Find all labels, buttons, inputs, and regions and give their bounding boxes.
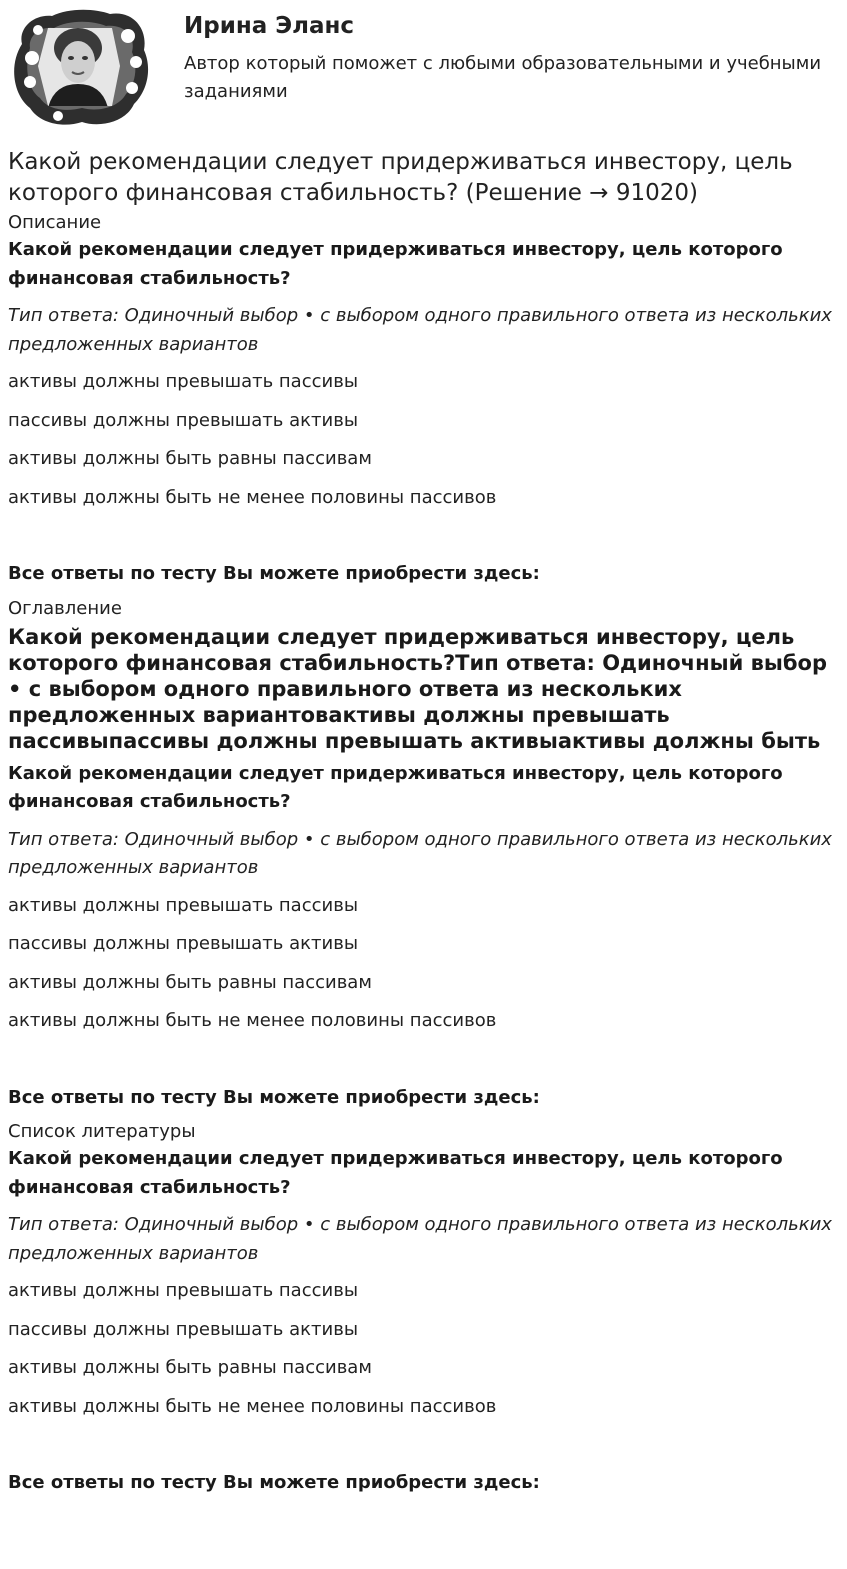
answer-option: активы должны быть не менее половины пассивов (8, 1010, 497, 1031)
answer-type: Тип ответа: Одиночный выбор • с выбором одного правильного ответа из нескольких предложенных вариантов (8, 828, 832, 878)
main-content (8, 147, 838, 1504)
section-literature (8, 1118, 838, 1498)
section-label: Список литературы (8, 1121, 196, 1142)
question-text: Какой рекомендации следует придерживаться инвестору, цель которого финансовая стабильность? (8, 239, 783, 289)
buy-answers-text: Все ответы по тесту Вы можете приобрести здесь: (8, 563, 540, 584)
answer-option: активы должны превышать пассивы (8, 1280, 359, 1301)
buy-answers-text: Все ответы по тесту Вы можете приобрести здесь: (8, 1472, 540, 1493)
answer-type: Тип ответа: Одиночный выбор • с выбором одного правильного ответа из нескольких предложенных вариантов (8, 1214, 832, 1264)
answer-option: активы должны быть не менее половины пассивов (8, 1395, 497, 1417)
answer-option: активы должны превышать пассивы (8, 371, 359, 392)
question-text: Какой рекомендации следует придерживаться инвестору, цель которого финансовая стабильность? (8, 762, 783, 812)
page-title: Какой рекомендации следует придерживаться инвестору, цель которого финансовая стабильность? (Решение → 91020) (8, 149, 793, 206)
answer-option: пассивы должны превышать активы (8, 1318, 359, 1340)
section-label: Описание (8, 212, 102, 233)
answer-option: активы должны быть не менее половины пассивов (8, 486, 497, 508)
answer-type: Тип ответа: Одиночный выбор • с выбором одного правильного ответа из нескольких предложенных вариантов (8, 305, 832, 355)
author-description: Автор который поможет с любыми образовательными и учебными заданиями (184, 53, 822, 102)
author-block (0, 0, 847, 130)
answer-option: активы должны быть равны пассивам (8, 1357, 372, 1378)
section-label: Оглавление (8, 597, 122, 619)
author-avatar (8, 6, 150, 126)
answer-option: пассивы должны превышать активы (8, 409, 359, 431)
buy-answers-text: Все ответы по тесту Вы можете приобрести здесь: (8, 1086, 540, 1108)
answer-option: активы должны быть равны пассивам (8, 448, 372, 469)
author-name: Ирина Эланс (184, 13, 355, 39)
answer-option: активы должны превышать пассивы (8, 894, 359, 916)
toc-heading: Какой рекомендации следует придерживаться инвестору, цель которого финансовая стабильность?Тип ответа: Одиночный выбор • с выбором одного правильного ответа из нескольких предложенных вариантовактивы должны превышать пассивыпассивы должны превышать активыактивы должны быть (8, 624, 828, 753)
film-reel-portrait-icon (8, 6, 150, 126)
answer-option: пассивы должны превышать активы (8, 933, 359, 954)
section-description (8, 209, 838, 589)
section-toc (8, 595, 838, 1113)
question-text: Какой рекомендации следует придерживаться инвестору, цель которого финансовая стабильность? (8, 1148, 783, 1198)
answer-option: активы должны быть равны пассивам (8, 971, 372, 993)
